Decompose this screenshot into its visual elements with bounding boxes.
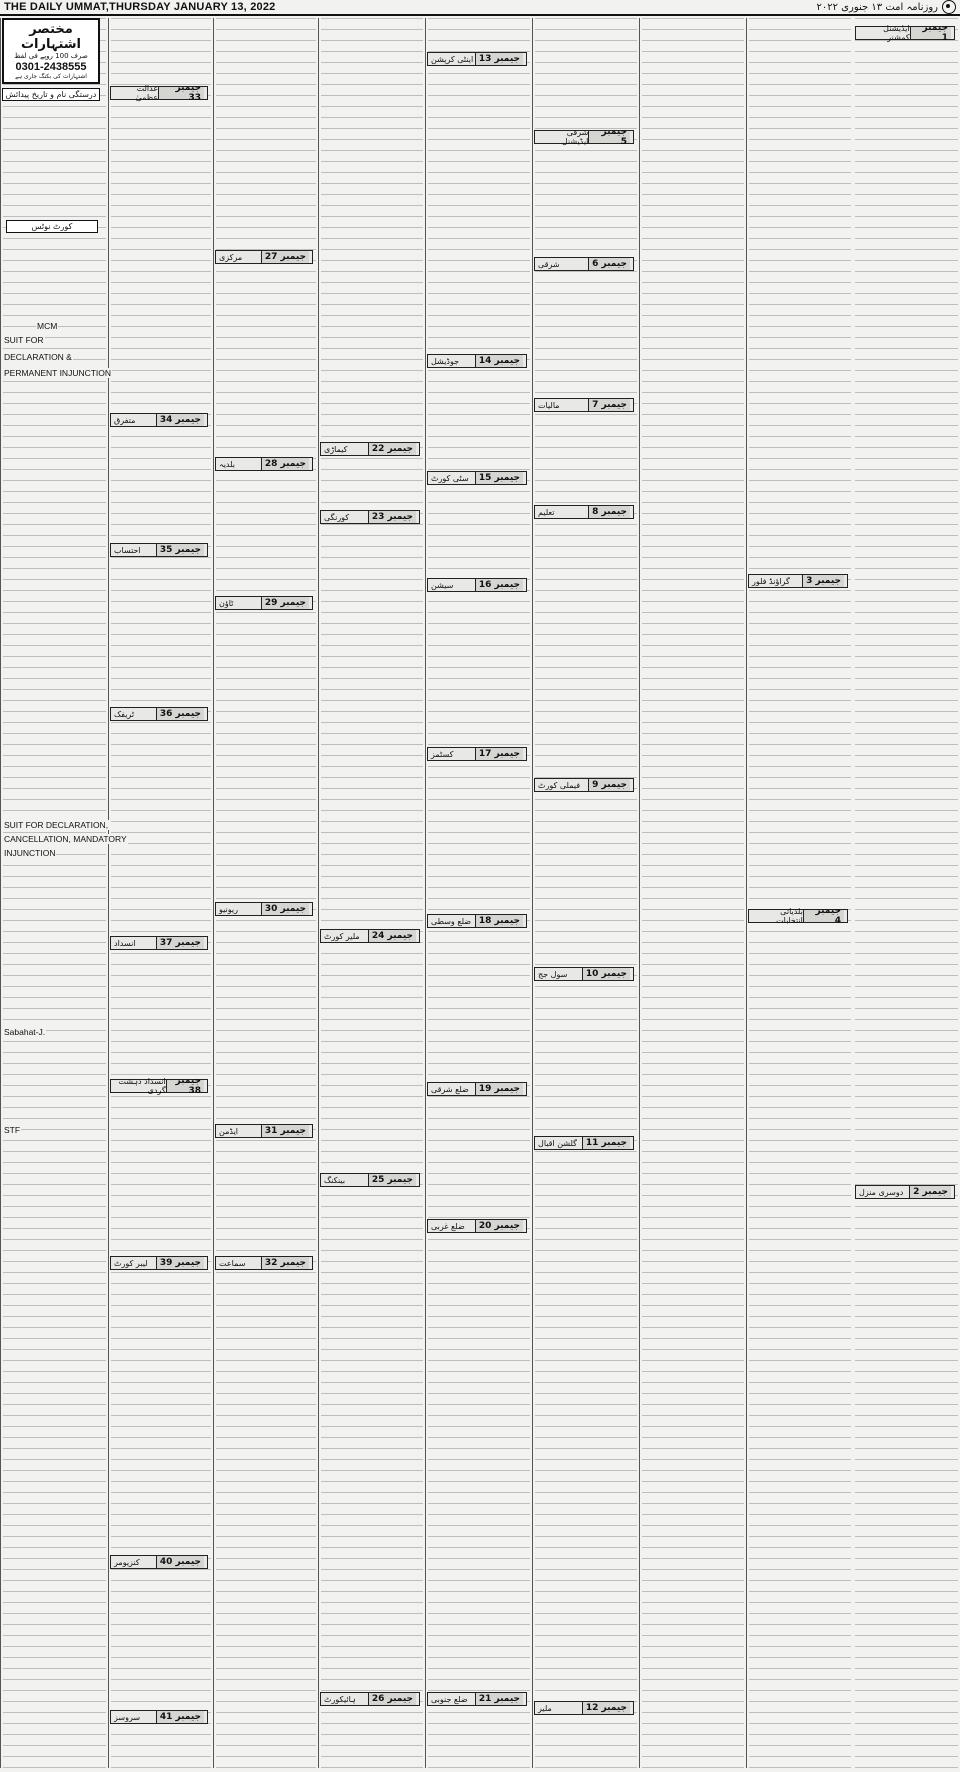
text-columns [0, 18, 960, 1768]
latin-snippet: DECLARATION & [4, 352, 72, 362]
section-box [534, 398, 634, 412]
section-box [427, 1082, 527, 1096]
section-box [215, 596, 313, 610]
section-title: ریونیو [219, 904, 238, 914]
section-number: جیمبر 6 [588, 258, 630, 270]
section-title: فیملی کورٹ [538, 780, 581, 790]
latin-snippet: STF [4, 1125, 21, 1135]
latin-snippet: Sabahat-J. [4, 1027, 46, 1037]
section-box [855, 23, 955, 43]
section-number: جیمبر 30 [261, 903, 309, 915]
section-box [427, 1219, 527, 1233]
section-number: جیمبر 3 [802, 575, 844, 587]
section-title: ضلع غربی [431, 1221, 465, 1231]
ummat-logo-icon [942, 0, 956, 14]
classifieds-phone: 0301-2438555 [15, 61, 87, 73]
section-box [110, 1710, 208, 1724]
section-number: جیمبر 10 [582, 968, 630, 980]
section-number: جیمبر 19 [475, 1083, 523, 1095]
section-box [855, 1185, 955, 1199]
column-6 [532, 18, 639, 1768]
section-title: شرقی [538, 259, 560, 269]
section-title: سول جج [538, 969, 568, 979]
section-box [110, 83, 208, 103]
section-box [534, 967, 634, 981]
section-box [748, 574, 848, 588]
section-title: دوسری منزل [859, 1187, 904, 1197]
classifieds-panel [2, 18, 100, 101]
masthead-urdu-text: روزنامہ امت ۱۳ جنوری ۲۰۲۲ [816, 1, 938, 13]
section-title: ہائیکورٹ [324, 1694, 356, 1704]
section-number: جیمبر 25 [368, 1174, 416, 1186]
column-1 [0, 18, 108, 1768]
section-title: ضلع وسطی [431, 916, 472, 926]
section-number: جیمبر 22 [368, 443, 416, 455]
section-box [427, 354, 527, 368]
section-box [427, 52, 527, 66]
section-box [215, 902, 313, 916]
section-box [320, 929, 420, 943]
section-number: جیمبر 21 [475, 1693, 523, 1705]
section-title: تعلیم [538, 507, 555, 517]
classifieds-footnote: اشتہارات کی بکنگ جاری ہے [15, 73, 87, 80]
section-box [215, 250, 313, 264]
section-box [110, 1256, 208, 1270]
section-title: گراؤنڈ فلور [752, 576, 790, 586]
section-title: کیماڑی [324, 444, 348, 454]
section-number: جیمبر 35 [156, 544, 204, 556]
section-number: جیمبر 5 [588, 131, 630, 143]
section-number: جیمبر 2 [909, 1186, 951, 1198]
section-title: عدالت عظمیٰ [135, 84, 159, 102]
section-number: جیمبر 17 [475, 748, 523, 760]
section-box [215, 457, 313, 471]
section-title: ٹاؤن [219, 598, 234, 608]
section-title: اینٹی کرپشن [431, 54, 474, 64]
section-box [534, 1136, 634, 1150]
section-title: ملیر کورٹ [324, 931, 360, 941]
section-number: جیمبر 4 [803, 910, 844, 922]
section-number: جیمبر 39 [156, 1257, 204, 1269]
section-title: ایڈیشنل کمشنر [883, 24, 910, 42]
column-9 [853, 18, 960, 1768]
section-number: جیمبر 38 [166, 1080, 204, 1092]
section-box [534, 257, 634, 271]
classifieds-header [2, 18, 100, 84]
section-box [427, 471, 527, 485]
section-box [110, 1555, 208, 1569]
notice-heading: درستگی نام و تاریخ پیدائش [2, 88, 100, 101]
section-box [110, 707, 208, 721]
section-number: جیمبر 41 [156, 1711, 204, 1723]
section-number: جیمبر 11 [582, 1137, 630, 1149]
section-box [110, 1076, 208, 1096]
section-number: جیمبر 31 [261, 1125, 309, 1137]
latin-snippet: SUIT FOR [4, 335, 44, 345]
section-box [110, 413, 208, 427]
section-box [427, 747, 527, 761]
latin-snippet: PERMANENT INJUNCTION [4, 368, 112, 378]
section-number: جیمبر 20 [475, 1220, 523, 1232]
column-8 [746, 18, 853, 1768]
masthead-english-title: THE DAILY UMMAT,THURSDAY JANUARY 13, 2022 [4, 1, 276, 13]
section-title: سٹی کورٹ [431, 473, 469, 483]
section-number: جیمبر 8 [588, 506, 630, 518]
section-box [534, 1701, 634, 1715]
section-title: بلدیاتی انتخابات [776, 907, 803, 925]
section-title: ضلع شرقی [431, 1084, 469, 1094]
section-number: جیمبر 1 [910, 27, 951, 39]
section-number: جیمبر 7 [588, 399, 630, 411]
classifieds-subtitle: صرف 100 روپے فی لفظ [14, 52, 88, 60]
section-title: انسداد دہشت گردی [118, 1077, 166, 1095]
section-number: جیمبر 26 [368, 1693, 416, 1705]
section-title: ٹریفک [114, 709, 135, 719]
section-box [215, 1124, 313, 1138]
section-number: جیمبر 27 [261, 251, 309, 263]
masthead [0, 0, 960, 16]
section-box [748, 906, 848, 926]
latin-snippet: INJUNCTION [4, 848, 56, 858]
section-number: جیمبر 28 [261, 458, 309, 470]
section-title: کنزیومر [114, 1557, 140, 1567]
section-number: جیمبر 24 [368, 930, 416, 942]
column-7 [639, 18, 746, 1768]
section-box [534, 778, 634, 792]
column-3 [213, 18, 318, 1768]
section-number: جیمبر 36 [156, 708, 204, 720]
section-title: متفرق [114, 415, 136, 425]
latin-snippet: SUIT FOR DECLARATION, [4, 820, 109, 830]
section-number: جیمبر 32 [261, 1257, 309, 1269]
section-box [534, 127, 634, 147]
section-title: شرقی ایڈیشنل [561, 128, 589, 146]
section-title: بینکنگ [324, 1175, 346, 1185]
section-title: احتساب [114, 545, 141, 555]
section-box [534, 505, 634, 519]
section-number: جیمبر 16 [475, 579, 523, 591]
section-box [110, 543, 208, 557]
section-title: ملیر [538, 1703, 552, 1713]
section-box [320, 1173, 420, 1187]
section-title: ضلع جنوبی [431, 1694, 468, 1704]
section-box [427, 578, 527, 592]
section-title: لیبر کورٹ [114, 1258, 148, 1268]
column-5 [425, 18, 532, 1768]
latin-snippet: MCM [37, 321, 58, 331]
section-number: جیمبر 33 [158, 87, 204, 99]
section-number: جیمبر 9 [588, 779, 630, 791]
court-notice-heading: کورٹ نوٹس [6, 220, 98, 233]
section-box [215, 1256, 313, 1270]
section-box [320, 510, 420, 524]
section-title: بلدیہ [219, 459, 235, 469]
section-title: ایڈمن [219, 1126, 239, 1136]
section-title: سروسز [114, 1712, 141, 1722]
section-number: جیمبر 34 [156, 414, 204, 426]
section-title: مالیات [538, 400, 560, 410]
section-number: جیمبر 18 [475, 915, 523, 927]
section-box [110, 936, 208, 950]
section-number: جیمبر 23 [368, 511, 416, 523]
section-box [320, 442, 420, 456]
latin-snippet: CANCELLATION, MANDATORY [4, 834, 127, 844]
classifieds-title: مختصر اشتہارات [20, 22, 82, 52]
section-box [427, 914, 527, 928]
section-title: انسداد [114, 938, 136, 948]
column-4 [318, 18, 425, 1768]
section-title: گلشن اقبال [538, 1138, 577, 1148]
section-number: جیمبر 14 [475, 355, 523, 367]
section-box [320, 1692, 420, 1706]
section-title: کسٹمز [431, 749, 454, 759]
section-number: جیمبر 12 [582, 1702, 630, 1714]
section-number: جیمبر 40 [156, 1556, 204, 1568]
section-title: جوڈیشل [431, 356, 460, 366]
section-box [427, 1692, 527, 1706]
section-title: سماعت [219, 1258, 246, 1268]
section-number: جیمبر 37 [156, 937, 204, 949]
section-title: سیشن [431, 580, 454, 590]
section-number: جیمبر 15 [475, 472, 523, 484]
column-2 [108, 18, 213, 1768]
section-number: جیمبر 29 [261, 597, 309, 609]
section-title: کورنگی [324, 512, 350, 522]
section-number: جیمبر 13 [475, 53, 523, 65]
masthead-urdu-title [817, 0, 956, 14]
section-title: مرکزی [219, 252, 243, 262]
